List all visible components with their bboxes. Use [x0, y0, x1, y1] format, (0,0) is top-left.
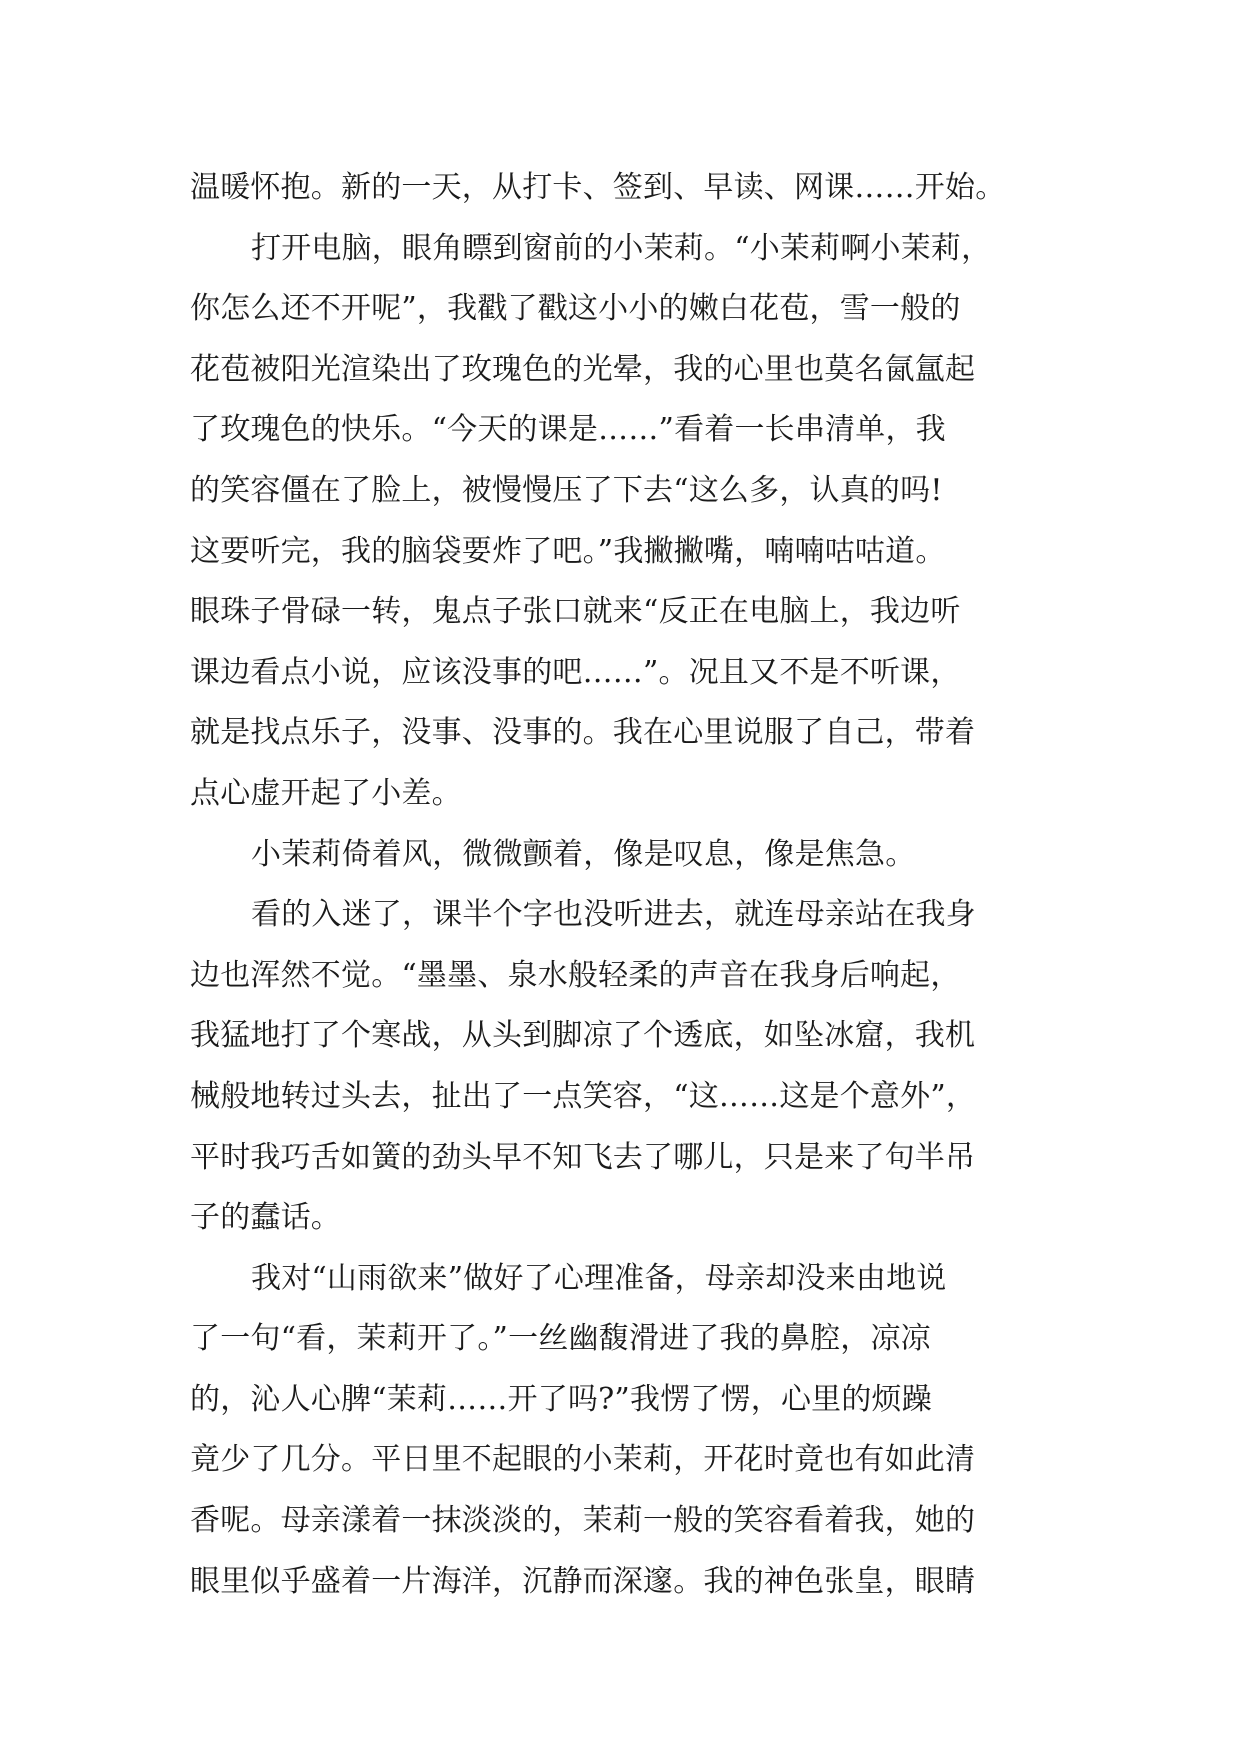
- text-line: 我猛地打了个寒战，从头到脚凉了个透底，如坠冰窟，我机: [190, 1018, 976, 1054]
- text-line: 平时我巧舌如簧的劲头早不知飞去了哪儿，只是来了句半吊: [190, 1139, 976, 1175]
- text-line: 的笑容僵在了脸上，被慢慢压了下去“这么多，认真的吗!: [190, 472, 943, 508]
- text-line: 的，沁人心脾“茉莉……开了吗?”我愣了愣，心里的烦躁: [190, 1381, 932, 1417]
- text-line: 温暖怀抱。新的一天，从打卡、签到、早读、网课……开始。: [190, 170, 1006, 205]
- text-line: 香呢。母亲漾着一抹淡淡的，茉莉一般的笑容看着我，她的: [190, 1503, 976, 1539]
- text-line: 我对“山雨欲来”做好了心理准备，母亲却没来由地说: [251, 1260, 947, 1296]
- text-line: 眼里似乎盛着一片海洋，沉静而深邃。我的神色张皇，眼睛: [190, 1563, 976, 1599]
- text-line: 看的入迷了，课半个字也没听进去，就连母亲站在我身: [251, 897, 976, 933]
- text-line: 小茉莉倚着风，微微颤着，像是叹息，像是焦急。: [251, 836, 916, 872]
- text-line: 了玫瑰色的快乐。“今天的课是……”看着一长串清单，我: [190, 412, 946, 448]
- text-line: 就是找点乐子，没事、没事的。我在心里说服了自己，带着: [190, 715, 976, 751]
- text-line: 竟少了几分。平日里不起眼的小茉莉，开花时竟也有如此清: [190, 1442, 976, 1478]
- text-line: 打开电脑，眼角瞟到窗前的小茉莉。“小茉莉啊小茉莉，: [251, 230, 992, 266]
- text-line: 械般地转过头去，扯出了一点笑容，“这……这是个意外”，: [190, 1078, 977, 1114]
- text-line: 点心虚开起了小差。: [190, 775, 462, 811]
- text-line: 眼珠子骨碌一转，鬼点子张口就来“反正在电脑上，我边听: [190, 594, 961, 630]
- text-line: 课边看点小说，应该没事的吧……”。况且又不是不听课，: [190, 654, 961, 690]
- text-line: 了一句“看，茉莉开了。”一丝幽馥滑进了我的鼻腔，凉凉: [190, 1321, 931, 1357]
- text-line: 你怎么还不开呢”，我戳了戳这小小的嫩白花苞，雪一般的: [190, 291, 961, 327]
- essay-body: [190, 158, 1070, 1612]
- text-line: 边也浑然不觉。“墨墨、泉水般轻柔的声音在我身后响起，: [190, 957, 961, 993]
- text-line: 这要听完，我的脑袋要炸了吧。”我撇撇嘴，喃喃咕咕道。: [190, 533, 946, 569]
- text-line: 子的蠢话。: [190, 1200, 341, 1236]
- text-line: 花苞被阳光渲染出了玫瑰色的光晕，我的心里也莫名氤氲起: [190, 351, 976, 387]
